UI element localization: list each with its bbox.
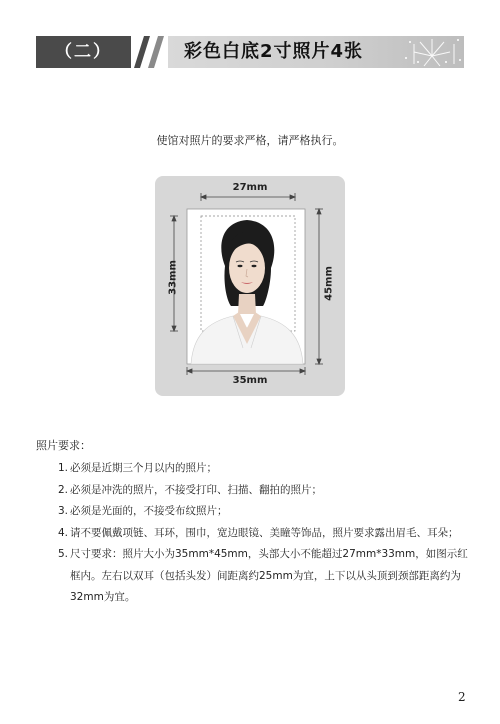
slash-decoration: [130, 36, 170, 68]
page-number: 2: [458, 690, 466, 704]
list-item-index: 1.: [58, 462, 69, 474]
list-item-text: 必须是光面的，不接受布纹照片；: [70, 505, 228, 517]
intro-text: 使馆对照片的要求严格，请严格执行。: [156, 134, 344, 147]
requirements-title: 照片要求：: [36, 439, 91, 452]
list-item-index: 2.: [58, 483, 69, 496]
list-item: [58, 458, 468, 480]
requirements-list: [58, 458, 468, 609]
list-item-text: 必须是冲洗的照片，不接受打印、扫描、翻拍的照片；: [70, 483, 322, 496]
list-item-text: 请不要佩戴项链、耳环，围巾，宽边眼镜、美瞳等饰品，照片要求露出眉毛、耳朵；: [70, 526, 459, 539]
list-item-index: 4.: [58, 526, 69, 539]
list-item: [58, 523, 468, 545]
section-title: 彩色白底2寸照片4张: [184, 41, 364, 62]
firework-decoration-icon: [402, 36, 462, 68]
list-item: [58, 501, 468, 523]
list-item-index: 3.: [58, 505, 69, 517]
head-height-dimension: 33mm: [167, 260, 179, 295]
list-item-text: 必须是近期三个月以内的照片；: [70, 462, 217, 474]
section-number: （二）: [55, 42, 112, 62]
photo-size-diagram: [155, 176, 345, 396]
diagram-graphics: [155, 176, 345, 396]
list-item-text: 尺寸要求：照片大小为35mm*45mm，头部大小不能超过27mm*33mm，如图示红框内。左右以双耳（包括头发）间距离约25mm为宜，上下以从头顶到颈部距离约为32mm为宜。: [70, 548, 468, 603]
photo-width-dimension: 35mm: [232, 375, 268, 386]
photo-height-dimension: 45mm: [323, 266, 335, 301]
list-item: [58, 480, 468, 502]
photo-top-dimension: 27mm: [232, 182, 268, 193]
section-header-banner: [36, 36, 464, 68]
list-item: [58, 544, 468, 609]
list-item-index: 5.: [58, 548, 69, 560]
